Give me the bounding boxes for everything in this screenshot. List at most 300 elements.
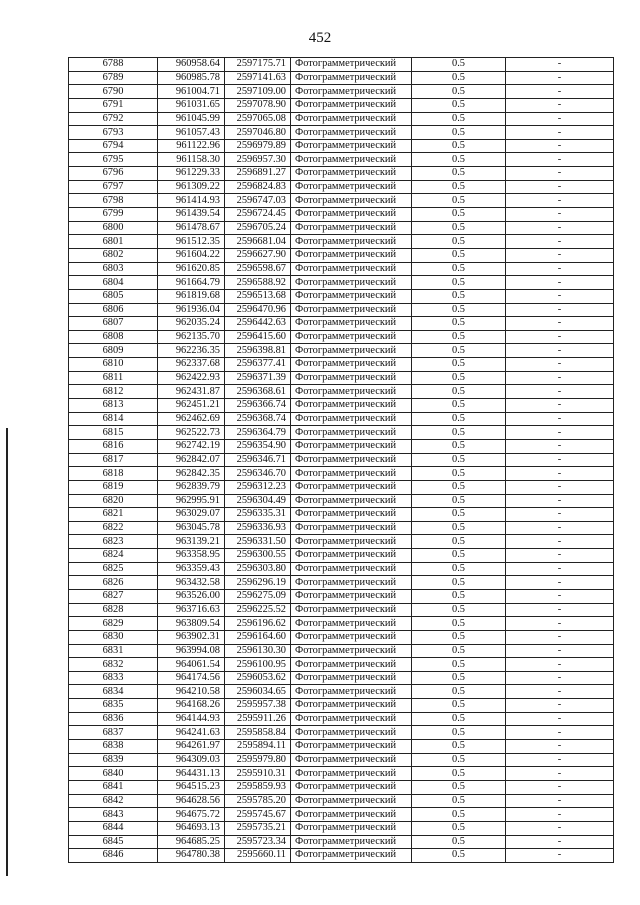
accuracy-cell: 0.5 — [412, 849, 506, 863]
method-cell: Фотограмметрический — [291, 453, 412, 467]
method-cell: Фотограмметрический — [291, 480, 412, 494]
x-coordinate-cell: 961512.35 — [158, 235, 225, 249]
y-coordinate-cell: 2595858.84 — [225, 726, 291, 740]
note-cell: - — [506, 262, 614, 276]
y-coordinate-cell: 2596225.52 — [225, 603, 291, 617]
point-number-cell: 6820 — [69, 494, 158, 508]
accuracy-cell: 0.5 — [412, 644, 506, 658]
method-cell: Фотограмметрический — [291, 808, 412, 822]
x-coordinate-cell: 964675.72 — [158, 808, 225, 822]
x-coordinate-cell: 962842.35 — [158, 467, 225, 481]
y-coordinate-cell: 2596100.95 — [225, 658, 291, 672]
note-cell: - — [506, 808, 614, 822]
point-number-cell: 6821 — [69, 508, 158, 522]
point-number-cell: 6823 — [69, 535, 158, 549]
accuracy-cell: 0.5 — [412, 480, 506, 494]
method-cell: Фотограмметрический — [291, 576, 412, 590]
note-cell: - — [506, 399, 614, 413]
y-coordinate-cell: 2595660.11 — [225, 849, 291, 863]
method-cell: Фотограмметрический — [291, 399, 412, 413]
table-row — [69, 344, 614, 358]
note-cell: - — [506, 358, 614, 372]
x-coordinate-cell: 960958.64 — [158, 58, 225, 72]
table-row — [69, 508, 614, 522]
page-number: 452 — [308, 30, 332, 46]
note-cell: - — [506, 753, 614, 767]
table-row — [69, 426, 614, 440]
x-coordinate-cell: 964693.13 — [158, 821, 225, 835]
point-number-cell: 6822 — [69, 521, 158, 535]
accuracy-cell: 0.5 — [412, 98, 506, 112]
point-number-cell: 6795 — [69, 153, 158, 167]
method-cell: Фотограмметрический — [291, 617, 412, 631]
accuracy-cell: 0.5 — [412, 617, 506, 631]
y-coordinate-cell: 2595979.80 — [225, 753, 291, 767]
accuracy-cell: 0.5 — [412, 767, 506, 781]
point-number-cell: 6798 — [69, 194, 158, 208]
y-coordinate-cell: 2596598.67 — [225, 262, 291, 276]
y-coordinate-cell: 2596034.65 — [225, 685, 291, 699]
note-cell: - — [506, 562, 614, 576]
note-cell: - — [506, 508, 614, 522]
x-coordinate-cell: 964431.13 — [158, 767, 225, 781]
method-cell: Фотограмметрический — [291, 358, 412, 372]
note-cell: - — [506, 699, 614, 713]
y-coordinate-cell: 2595745.67 — [225, 808, 291, 822]
x-coordinate-cell: 962337.68 — [158, 358, 225, 372]
y-coordinate-cell: 2596513.68 — [225, 289, 291, 303]
point-number-cell: 6844 — [69, 821, 158, 835]
accuracy-cell: 0.5 — [412, 808, 506, 822]
point-number-cell: 6826 — [69, 576, 158, 590]
x-coordinate-cell: 963526.00 — [158, 589, 225, 603]
accuracy-cell: 0.5 — [412, 303, 506, 317]
table-row — [69, 658, 614, 672]
accuracy-cell: 0.5 — [412, 412, 506, 426]
note-cell: - — [506, 467, 614, 481]
x-coordinate-cell: 962522.73 — [158, 426, 225, 440]
accuracy-cell: 0.5 — [412, 576, 506, 590]
accuracy-cell: 0.5 — [412, 126, 506, 140]
y-coordinate-cell: 2596300.55 — [225, 549, 291, 563]
y-coordinate-cell: 2596336.93 — [225, 521, 291, 535]
accuracy-cell: 0.5 — [412, 439, 506, 453]
point-number-cell: 6835 — [69, 699, 158, 713]
table-row — [69, 399, 614, 413]
note-cell: - — [506, 330, 614, 344]
point-number-cell: 6840 — [69, 767, 158, 781]
method-cell: Фотограмметрический — [291, 753, 412, 767]
method-cell: Фотограмметрический — [291, 248, 412, 262]
accuracy-cell: 0.5 — [412, 467, 506, 481]
y-coordinate-cell: 2597046.80 — [225, 126, 291, 140]
y-coordinate-cell: 2596130.30 — [225, 644, 291, 658]
accuracy-cell: 0.5 — [412, 453, 506, 467]
x-coordinate-cell: 962236.35 — [158, 344, 225, 358]
table-row — [69, 726, 614, 740]
y-coordinate-cell: 2597175.71 — [225, 58, 291, 72]
method-cell: Фотограмметрический — [291, 467, 412, 481]
table-row — [69, 221, 614, 235]
x-coordinate-cell: 963045.78 — [158, 521, 225, 535]
note-cell: - — [506, 426, 614, 440]
x-coordinate-cell: 962135.70 — [158, 330, 225, 344]
table-row — [69, 98, 614, 112]
method-cell: Фотограмметрический — [291, 221, 412, 235]
y-coordinate-cell: 2595735.21 — [225, 821, 291, 835]
method-cell: Фотограмметрический — [291, 589, 412, 603]
method-cell: Фотограмметрический — [291, 371, 412, 385]
point-number-cell: 6819 — [69, 480, 158, 494]
y-coordinate-cell: 2597065.08 — [225, 112, 291, 126]
note-cell: - — [506, 726, 614, 740]
method-cell: Фотограмметрический — [291, 671, 412, 685]
accuracy-cell: 0.5 — [412, 317, 506, 331]
x-coordinate-cell: 964309.03 — [158, 753, 225, 767]
note-cell: - — [506, 317, 614, 331]
note-cell: - — [506, 194, 614, 208]
method-cell: Фотограмметрический — [291, 426, 412, 440]
note-cell: - — [506, 480, 614, 494]
method-cell: Фотограмметрический — [291, 699, 412, 713]
table-row — [69, 194, 614, 208]
note-cell: - — [506, 385, 614, 399]
table-row — [69, 289, 614, 303]
table-row — [69, 317, 614, 331]
note-cell: - — [506, 835, 614, 849]
method-cell: Фотограмметрический — [291, 98, 412, 112]
note-cell: - — [506, 221, 614, 235]
y-coordinate-cell: 2596312.23 — [225, 480, 291, 494]
accuracy-cell: 0.5 — [412, 603, 506, 617]
y-coordinate-cell: 2596335.31 — [225, 508, 291, 522]
point-number-cell: 6811 — [69, 371, 158, 385]
note-cell: - — [506, 98, 614, 112]
accuracy-cell: 0.5 — [412, 589, 506, 603]
method-cell: Фотограмметрический — [291, 644, 412, 658]
accuracy-cell: 0.5 — [412, 262, 506, 276]
y-coordinate-cell: 2596304.49 — [225, 494, 291, 508]
table-row — [69, 467, 614, 481]
table-row — [69, 685, 614, 699]
accuracy-cell: 0.5 — [412, 535, 506, 549]
x-coordinate-cell: 964780.38 — [158, 849, 225, 863]
table-row — [69, 303, 614, 317]
table-row — [69, 521, 614, 535]
y-coordinate-cell: 2595859.93 — [225, 780, 291, 794]
x-coordinate-cell: 961414.93 — [158, 194, 225, 208]
method-cell: Фотограмметрический — [291, 276, 412, 290]
note-cell: - — [506, 589, 614, 603]
point-number-cell: 6791 — [69, 98, 158, 112]
point-number-cell: 6813 — [69, 399, 158, 413]
accuracy-cell: 0.5 — [412, 58, 506, 72]
table-row — [69, 412, 614, 426]
method-cell: Фотограмметрический — [291, 835, 412, 849]
x-coordinate-cell: 961122.96 — [158, 139, 225, 153]
accuracy-cell: 0.5 — [412, 794, 506, 808]
x-coordinate-cell: 961936.04 — [158, 303, 225, 317]
note-cell: - — [506, 644, 614, 658]
note-cell: - — [506, 453, 614, 467]
x-coordinate-cell: 964241.63 — [158, 726, 225, 740]
table-row — [69, 740, 614, 754]
note-cell: - — [506, 576, 614, 590]
note-cell: - — [506, 617, 614, 631]
note-cell: - — [506, 289, 614, 303]
point-number-cell: 6841 — [69, 780, 158, 794]
x-coordinate-cell: 964515.23 — [158, 780, 225, 794]
x-coordinate-cell: 961158.30 — [158, 153, 225, 167]
note-cell: - — [506, 780, 614, 794]
method-cell: Фотограмметрический — [291, 439, 412, 453]
y-coordinate-cell: 2596627.90 — [225, 248, 291, 262]
method-cell: Фотограмметрический — [291, 521, 412, 535]
accuracy-cell: 0.5 — [412, 344, 506, 358]
note-cell: - — [506, 767, 614, 781]
x-coordinate-cell: 962422.93 — [158, 371, 225, 385]
y-coordinate-cell: 2596371.39 — [225, 371, 291, 385]
note-cell: - — [506, 549, 614, 563]
point-number-cell: 6801 — [69, 235, 158, 249]
note-cell: - — [506, 794, 614, 808]
x-coordinate-cell: 964061.54 — [158, 658, 225, 672]
point-number-cell: 6839 — [69, 753, 158, 767]
table-row — [69, 358, 614, 372]
x-coordinate-cell: 961045.99 — [158, 112, 225, 126]
table-row — [69, 235, 614, 249]
y-coordinate-cell: 2596164.60 — [225, 630, 291, 644]
method-cell: Фотограмметрический — [291, 303, 412, 317]
accuracy-cell: 0.5 — [412, 330, 506, 344]
note-cell: - — [506, 521, 614, 535]
table-row — [69, 385, 614, 399]
note-cell: - — [506, 235, 614, 249]
note-cell: - — [506, 712, 614, 726]
method-cell: Фотограмметрический — [291, 685, 412, 699]
y-coordinate-cell: 2596415.60 — [225, 330, 291, 344]
point-number-cell: 6794 — [69, 139, 158, 153]
y-coordinate-cell: 2596705.24 — [225, 221, 291, 235]
x-coordinate-cell: 964261.97 — [158, 740, 225, 754]
x-coordinate-cell: 961819.68 — [158, 289, 225, 303]
table-row — [69, 617, 614, 631]
table-row — [69, 794, 614, 808]
point-number-cell: 6825 — [69, 562, 158, 576]
note-cell: - — [506, 58, 614, 72]
x-coordinate-cell: 963902.31 — [158, 630, 225, 644]
note-cell: - — [506, 153, 614, 167]
note-cell: - — [506, 126, 614, 140]
x-coordinate-cell: 963716.63 — [158, 603, 225, 617]
coordinates-table — [68, 57, 614, 863]
accuracy-cell: 0.5 — [412, 194, 506, 208]
y-coordinate-cell: 2596354.90 — [225, 439, 291, 453]
y-coordinate-cell: 2595911.26 — [225, 712, 291, 726]
note-cell: - — [506, 85, 614, 99]
method-cell: Фотограмметрический — [291, 412, 412, 426]
y-coordinate-cell: 2597141.63 — [225, 71, 291, 85]
note-cell: - — [506, 344, 614, 358]
y-coordinate-cell: 2596824.83 — [225, 180, 291, 194]
accuracy-cell: 0.5 — [412, 112, 506, 126]
point-number-cell: 6843 — [69, 808, 158, 822]
y-coordinate-cell: 2596588.92 — [225, 276, 291, 290]
method-cell: Фотограмметрический — [291, 139, 412, 153]
method-cell: Фотограмметрический — [291, 508, 412, 522]
accuracy-cell: 0.5 — [412, 208, 506, 222]
method-cell: Фотограмметрический — [291, 112, 412, 126]
method-cell: Фотограмметрический — [291, 821, 412, 835]
accuracy-cell: 0.5 — [412, 289, 506, 303]
x-coordinate-cell: 963432.58 — [158, 576, 225, 590]
method-cell: Фотограмметрический — [291, 849, 412, 863]
y-coordinate-cell: 2596368.61 — [225, 385, 291, 399]
point-number-cell: 6792 — [69, 112, 158, 126]
x-coordinate-cell: 961057.43 — [158, 126, 225, 140]
x-coordinate-cell: 964685.25 — [158, 835, 225, 849]
table-row — [69, 453, 614, 467]
y-coordinate-cell: 2596979.89 — [225, 139, 291, 153]
accuracy-cell: 0.5 — [412, 139, 506, 153]
margin-line — [6, 428, 8, 876]
x-coordinate-cell: 960985.78 — [158, 71, 225, 85]
point-number-cell: 6812 — [69, 385, 158, 399]
y-coordinate-cell: 2595894.11 — [225, 740, 291, 754]
table-row — [69, 753, 614, 767]
point-number-cell: 6833 — [69, 671, 158, 685]
accuracy-cell: 0.5 — [412, 399, 506, 413]
y-coordinate-cell: 2596724.45 — [225, 208, 291, 222]
method-cell: Фотограмметрический — [291, 549, 412, 563]
method-cell: Фотограмметрический — [291, 58, 412, 72]
note-cell: - — [506, 685, 614, 699]
note-cell: - — [506, 412, 614, 426]
table-row — [69, 58, 614, 72]
point-number-cell: 6832 — [69, 658, 158, 672]
note-cell: - — [506, 276, 614, 290]
method-cell: Фотограмметрический — [291, 630, 412, 644]
point-number-cell: 6845 — [69, 835, 158, 849]
note-cell: - — [506, 849, 614, 863]
table-row — [69, 139, 614, 153]
x-coordinate-cell: 962462.69 — [158, 412, 225, 426]
table-row — [69, 248, 614, 262]
x-coordinate-cell: 963809.54 — [158, 617, 225, 631]
method-cell: Фотограмметрический — [291, 167, 412, 181]
method-cell: Фотограмметрический — [291, 153, 412, 167]
method-cell: Фотограмметрический — [291, 726, 412, 740]
point-number-cell: 6809 — [69, 344, 158, 358]
method-cell: Фотограмметрический — [291, 235, 412, 249]
point-number-cell: 6816 — [69, 439, 158, 453]
method-cell: Фотограмметрический — [291, 603, 412, 617]
table-row — [69, 630, 614, 644]
y-coordinate-cell: 2596303.80 — [225, 562, 291, 576]
method-cell: Фотограмметрический — [291, 194, 412, 208]
point-number-cell: 6804 — [69, 276, 158, 290]
x-coordinate-cell: 964174.56 — [158, 671, 225, 685]
table-row — [69, 262, 614, 276]
point-number-cell: 6838 — [69, 740, 158, 754]
x-coordinate-cell: 961604.22 — [158, 248, 225, 262]
point-number-cell: 6831 — [69, 644, 158, 658]
note-cell: - — [506, 658, 614, 672]
note-cell: - — [506, 71, 614, 85]
y-coordinate-cell: 2596053.62 — [225, 671, 291, 685]
accuracy-cell: 0.5 — [412, 835, 506, 849]
accuracy-cell: 0.5 — [412, 521, 506, 535]
method-cell: Фотограмметрический — [291, 767, 412, 781]
x-coordinate-cell: 961478.67 — [158, 221, 225, 235]
accuracy-cell: 0.5 — [412, 549, 506, 563]
point-number-cell: 6808 — [69, 330, 158, 344]
x-coordinate-cell: 962742.19 — [158, 439, 225, 453]
table-row — [69, 494, 614, 508]
table-row — [69, 671, 614, 685]
table-row — [69, 276, 614, 290]
table-row — [69, 480, 614, 494]
point-number-cell: 6836 — [69, 712, 158, 726]
note-cell: - — [506, 208, 614, 222]
x-coordinate-cell: 961439.54 — [158, 208, 225, 222]
y-coordinate-cell: 2596398.81 — [225, 344, 291, 358]
x-coordinate-cell: 961031.65 — [158, 98, 225, 112]
table-row — [69, 699, 614, 713]
table-row — [69, 112, 614, 126]
accuracy-cell: 0.5 — [412, 780, 506, 794]
table-row — [69, 808, 614, 822]
accuracy-cell: 0.5 — [412, 562, 506, 576]
method-cell: Фотограмметрический — [291, 385, 412, 399]
accuracy-cell: 0.5 — [412, 371, 506, 385]
x-coordinate-cell: 962995.91 — [158, 494, 225, 508]
y-coordinate-cell: 2596296.19 — [225, 576, 291, 590]
note-cell: - — [506, 630, 614, 644]
point-number-cell: 6814 — [69, 412, 158, 426]
y-coordinate-cell: 2596364.79 — [225, 426, 291, 440]
y-coordinate-cell: 2596275.09 — [225, 589, 291, 603]
x-coordinate-cell: 964144.93 — [158, 712, 225, 726]
point-number-cell: 6842 — [69, 794, 158, 808]
table-row — [69, 835, 614, 849]
accuracy-cell: 0.5 — [412, 276, 506, 290]
accuracy-cell: 0.5 — [412, 385, 506, 399]
y-coordinate-cell: 2595957.38 — [225, 699, 291, 713]
x-coordinate-cell: 964168.26 — [158, 699, 225, 713]
table-row — [69, 712, 614, 726]
x-coordinate-cell: 961664.79 — [158, 276, 225, 290]
table-row — [69, 562, 614, 576]
accuracy-cell: 0.5 — [412, 235, 506, 249]
method-cell: Фотограмметрический — [291, 562, 412, 576]
x-coordinate-cell: 961309.22 — [158, 180, 225, 194]
point-number-cell: 6802 — [69, 248, 158, 262]
coordinates-table-body — [69, 58, 614, 863]
y-coordinate-cell: 2596196.62 — [225, 617, 291, 631]
note-cell: - — [506, 821, 614, 835]
table-row — [69, 167, 614, 181]
method-cell: Фотограмметрический — [291, 262, 412, 276]
table-row — [69, 208, 614, 222]
method-cell: Фотограмметрический — [291, 780, 412, 794]
accuracy-cell: 0.5 — [412, 153, 506, 167]
x-coordinate-cell: 961004.71 — [158, 85, 225, 99]
point-number-cell: 6790 — [69, 85, 158, 99]
accuracy-cell: 0.5 — [412, 740, 506, 754]
method-cell: Фотограмметрический — [291, 794, 412, 808]
point-number-cell: 6830 — [69, 630, 158, 644]
